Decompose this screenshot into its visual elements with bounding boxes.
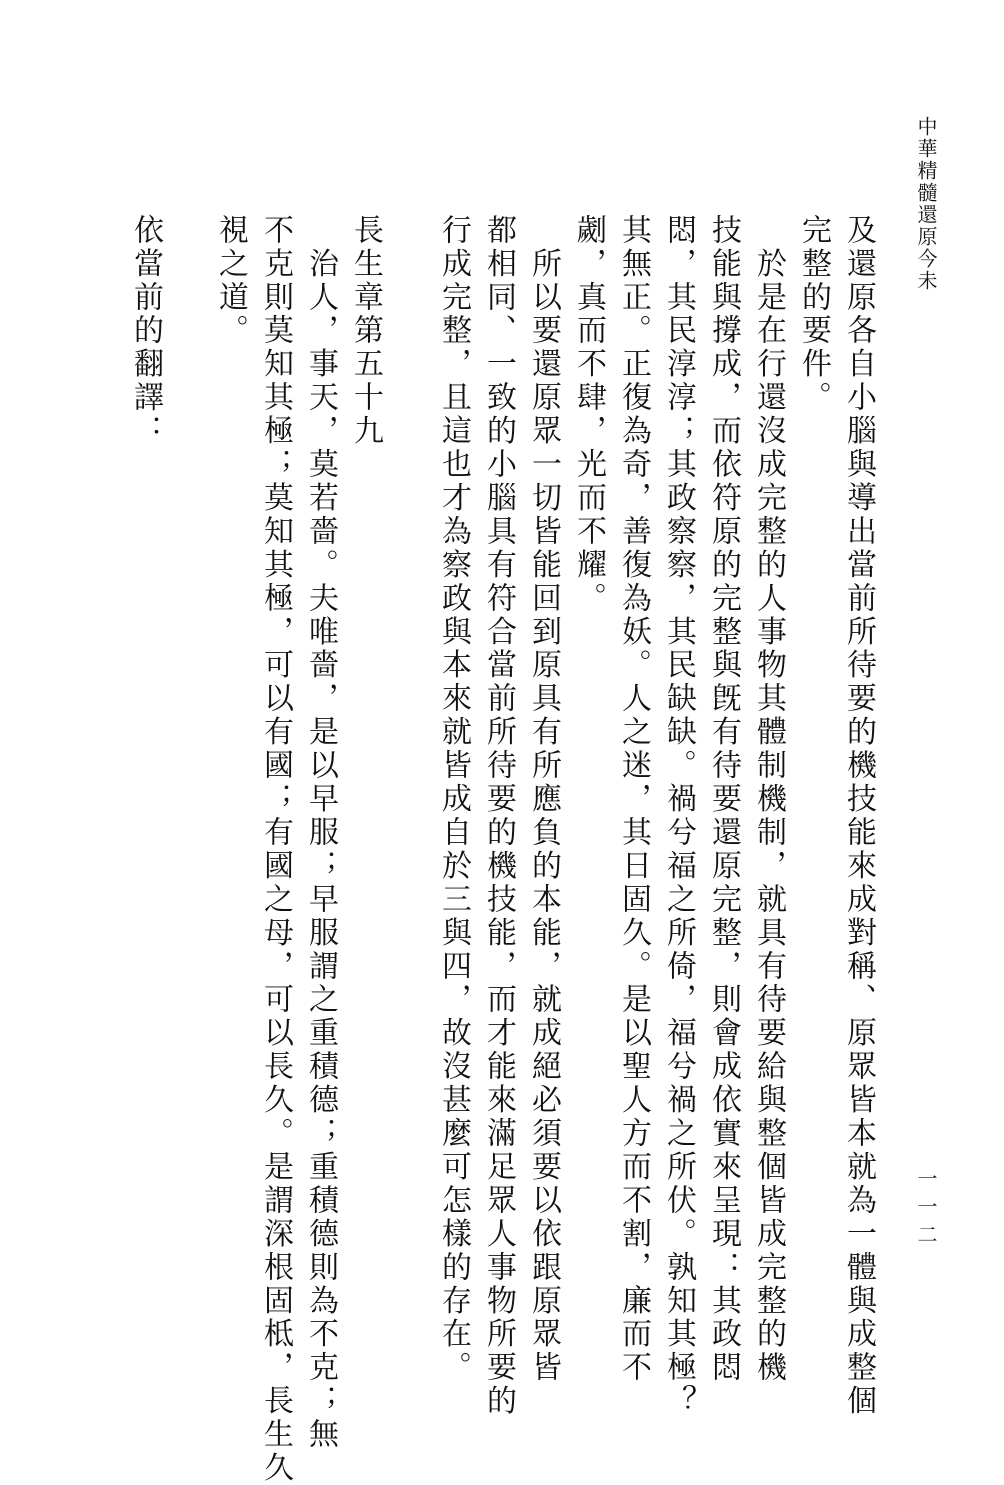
text-column: 其無正。正復為奇，善復為妖。人之迷，其日固久。是以聖人方而不割，廉而不 <box>616 214 651 1385</box>
translation-lead: 依當前的翻譯： <box>128 214 163 449</box>
page-number: 一一二 <box>914 1168 938 1252</box>
text-column: 治人，事天，莫若嗇。夫唯嗇，是以早服；早服謂之重積德；重積德則為不克；無 <box>303 214 338 1452</box>
text-column: 悶，其民淳淳；其政察察，其民缺缺。禍兮福之所倚，福兮禍之所伏。孰知其極？ <box>661 214 696 1419</box>
running-title: 中華精髓還原今未 <box>914 116 938 292</box>
text-column: 劌，真而不肆，光而不耀。 <box>571 214 606 616</box>
text-column: 行成完整，且這也才為察政與本來就皆成自於三與四，故沒甚麼可怎樣的存在。 <box>436 214 471 1385</box>
chapter-heading: 長生章第五十九 <box>348 214 383 449</box>
text-column: 於是在行還沒成完整的人事物其體制機制，就具有待要給與整個皆成完整的機 <box>751 214 786 1385</box>
text-column: 都相同、一致的小腦具有符合當前所待要的機技能，而才能來滿足眾人事物所要的 <box>481 214 516 1419</box>
text-column: 技能與撐成，而依符原的完整與旣有待要還原完整，則會成依實來呈現：其政悶 <box>706 214 741 1385</box>
text-column: 不克則莫知其極；莫知其極，可以有國；有國之母，可以長久。是謂深根固柢，長生久 <box>258 214 293 1485</box>
text-column: 及還原各自小腦與導出當前所待要的機技能來成對稱、原眾皆本就為一體與成整個 <box>841 214 876 1419</box>
text-column: 所以要還原眾一切皆能回到原具有所應負的本能，就成絕必須要以依跟原眾皆 <box>526 214 561 1385</box>
text-column: 視之道。 <box>213 214 248 348</box>
text-column: 完整的要件。 <box>796 214 831 415</box>
